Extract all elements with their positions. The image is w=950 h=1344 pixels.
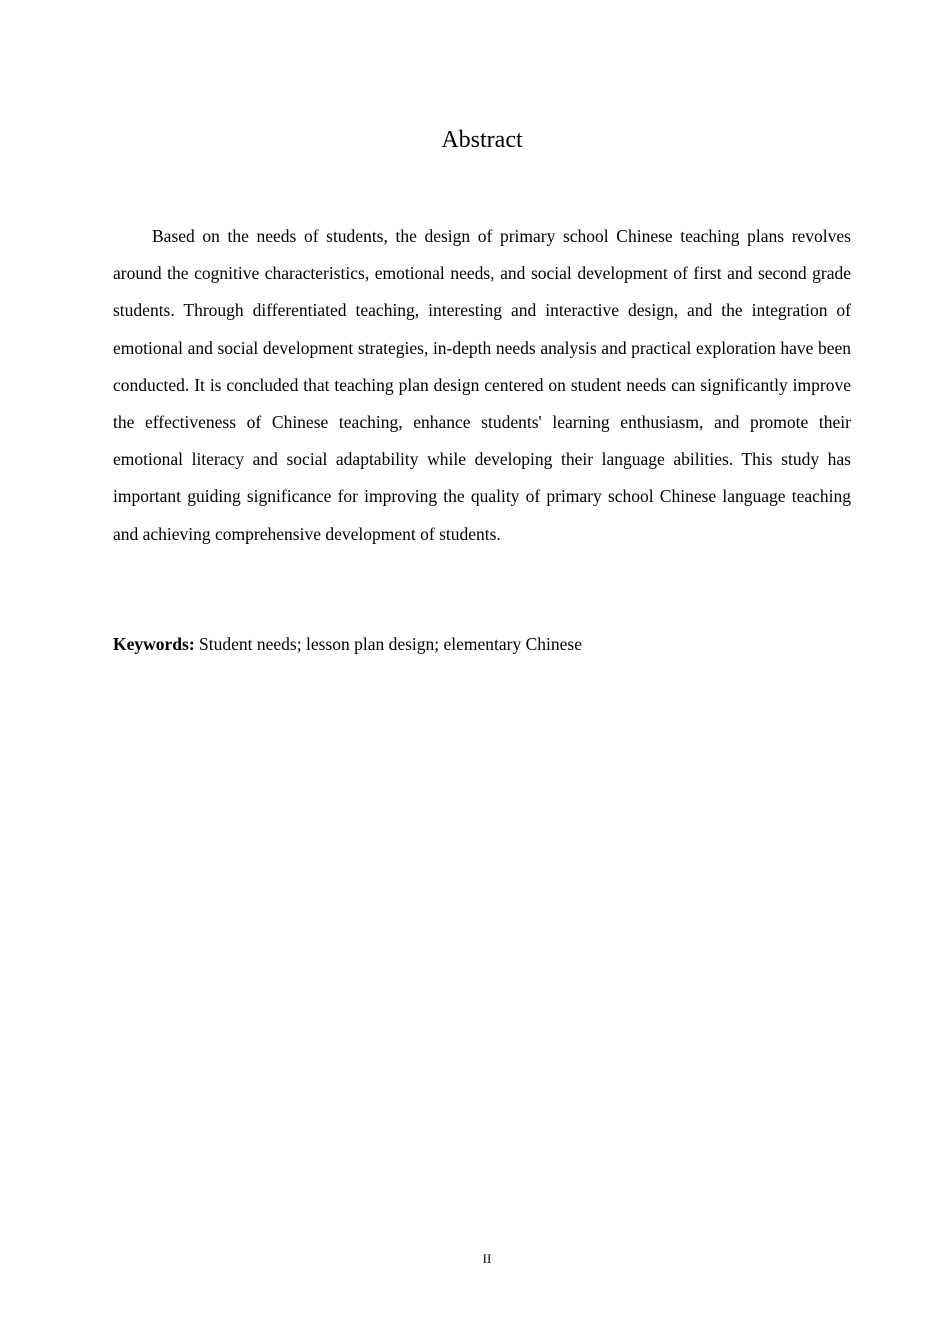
keywords-value: Student needs; lesson plan design; elementary Chinese: [199, 634, 583, 654]
keywords-line: [113, 626, 851, 663]
keywords-label: Keywords:: [113, 634, 195, 654]
abstract-paragraph: Based on the needs of students, the design of primary school Chinese teaching plans revolves around the cognitive characteristics, emotional needs, and social development of first and second grade students. Through differentiated teaching, interesting and interactive design, and the integration of emotional and social development strategies, in-depth needs analysis and practical exploration have been conducted. It is concluded that teaching plan design centered on student needs can significantly improve the effectiveness of Chinese teaching, enhance students' learning enthusiasm, and promote their emotional literacy and social adaptability while developing their language abilities. This study has important guiding significance for improving the quality of primary school Chinese language teaching and achieving comprehensive development of students.: [113, 226, 851, 544]
page-title: Abstract: [441, 127, 523, 153]
page-number: II: [482, 1251, 492, 1266]
